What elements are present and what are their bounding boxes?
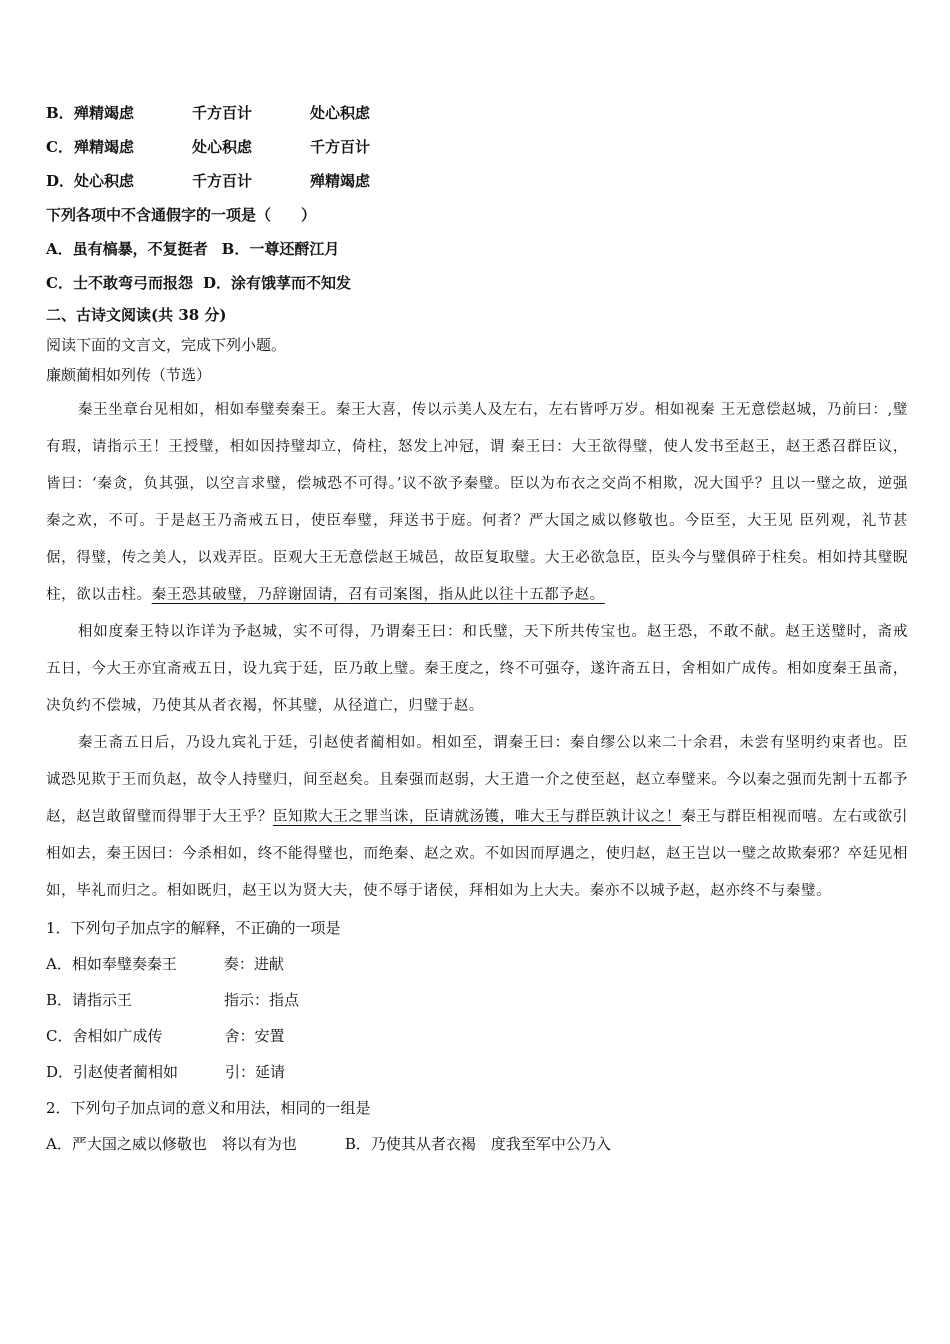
passage-paragraph-3 bbox=[46, 725, 908, 910]
option-gloss: 奏：进献 bbox=[223, 955, 284, 973]
option-label: A． bbox=[46, 955, 72, 973]
option-text: 涂有饿莩而不知发 bbox=[230, 274, 351, 292]
passage-paragraph-1 bbox=[46, 392, 908, 614]
passage bbox=[46, 392, 908, 910]
option-row bbox=[46, 266, 908, 300]
passage-text: 秦王坐章台见相如，相如奉璧奏秦王。秦王大喜，传以示美人及左右，左右皆呼万岁。相如视秦 王无意偿赵城，乃前曰：,璧有瑕，请指示王！王授璧，相如因持璧却立，倚柱，怒发上冲冠，谓 秦王曰：大王欲得璧，使人发书至赵王，赵王悉召群臣议，皆曰：‘秦贪，负其强，以空言求璧，偿城恐不可得。’议不欲予秦璧。臣以为布衣之交尚不相欺，况大国乎？且以一璧之故，逆强秦之欢，不可。于是赵王乃斋戒五日，使臣奉璧，拜送书于庭。何者？严大国之威以修敬也。今臣至，大王见 臣列观，礼节甚倨，得璧，传之美人，以戏弄臣。臣观大王无意偿赵王城邑，故臣复取璧。大王必欲急臣，臣头今与璧俱碎于柱矣。相如持其璧睨柱，欲以击柱。 bbox=[46, 402, 908, 603]
tongjia-question bbox=[46, 198, 908, 300]
option-sentence: 舍相如广成传 bbox=[72, 1027, 163, 1045]
passage-paragraph-2 bbox=[46, 614, 908, 725]
option-label: B． bbox=[221, 240, 250, 258]
option-term: 处心积虑 bbox=[310, 104, 371, 122]
option-label: C． bbox=[46, 1027, 73, 1045]
passage-text: 秦王斋五日后，乃设九宾礼于廷，引赵使者蔺相如。相如至，谓秦王曰：秦自缪公以来二十余君，未尝有坚明约束者也。臣诚恐见欺于王而负赵，故令人持璧归，间至赵矣。且秦强而赵弱，大王遣一介之使至赵，赵立奉璧来。今以秦之强而先割十五都予赵，赵岂敢留璧而得罪于大王乎？ bbox=[46, 735, 908, 825]
option-gloss: 引：延请 bbox=[225, 1063, 286, 1081]
question-stem: 下列各项中不含通假字的一项是（ ） bbox=[46, 206, 317, 224]
option-label: C． bbox=[46, 138, 73, 156]
option-term: 处心积虑 bbox=[192, 138, 253, 156]
question-2 bbox=[46, 1090, 908, 1162]
option-term: 殚精竭虑 bbox=[74, 104, 135, 122]
option-gloss: 舍：安置 bbox=[224, 1027, 285, 1045]
underlined-sentence: 秦王恐其破璧，乃辞谢固请，召有司案图，指从此以往十五都予赵。 bbox=[151, 587, 605, 603]
option-term: 千方百计 bbox=[192, 104, 253, 122]
option-sentence: 引赵使者蔺相如 bbox=[73, 1063, 179, 1081]
question-1 bbox=[46, 910, 908, 1090]
option-label: D． bbox=[46, 172, 75, 190]
option-label: D． bbox=[46, 1063, 74, 1081]
option-row bbox=[46, 164, 908, 198]
document-page bbox=[46, 96, 908, 1162]
option-text: 乃使其从者衣褐 度我至军中公乃入 bbox=[370, 1135, 611, 1153]
option-label: D． bbox=[202, 274, 231, 292]
option-row bbox=[46, 1054, 908, 1090]
underlined-sentence: 臣知欺大王之罪当诛，臣请就汤镬，唯大王与群臣孰计议之！ bbox=[272, 809, 682, 825]
option-label: B． bbox=[344, 1135, 371, 1153]
passage-text: 秦王与群臣相视而嘻。左右或欲引相如去，秦王因曰：今杀相如，终不能得璧也，而绝秦、赵之欢。不如因而厚遇之，使归赵，赵王岂以一璧之故欺秦邪？卒廷见相如，毕礼而归之。相如既归，赵王以为贤大夫，使不辱于诸侯，拜相如为上大夫。秦亦不以城予赵，赵亦终不与秦璧。 bbox=[46, 809, 909, 899]
option-text: 虽有槁暴，不复挺者 bbox=[72, 240, 208, 258]
option-term: 处心积虑 bbox=[74, 172, 135, 190]
option-label: A． bbox=[46, 240, 73, 258]
article-title: 廉颇蔺相如列传（节选） bbox=[46, 366, 212, 384]
option-row bbox=[46, 130, 908, 164]
section-instruction: 阅读下面的文言文，完成下列小题。 bbox=[46, 336, 287, 354]
option-text: 一尊还酹江月 bbox=[249, 240, 340, 258]
option-sentence: 相如奉璧奏秦王 bbox=[71, 955, 177, 973]
option-gloss: 指示：指点 bbox=[224, 991, 300, 1009]
question-stem: 1．下列句子加点字的解释，不正确的一项是 bbox=[46, 919, 341, 937]
option-row bbox=[46, 1018, 908, 1054]
question-stem: 2．下列句子加点词的意义和用法，相同的一组是 bbox=[46, 1099, 371, 1117]
option-label: C． bbox=[46, 274, 73, 292]
option-row bbox=[46, 1126, 908, 1162]
option-label: B． bbox=[46, 104, 74, 122]
option-term: 千方百计 bbox=[310, 138, 371, 156]
option-row bbox=[46, 982, 908, 1018]
option-row bbox=[46, 232, 908, 266]
option-term: 殚精竭虑 bbox=[310, 172, 371, 190]
option-row bbox=[46, 96, 908, 130]
option-text: 士不敢弯弓而报怨 bbox=[72, 274, 193, 292]
section-heading: 二、古诗文阅读(共 38 分) bbox=[46, 306, 227, 324]
option-label: B． bbox=[46, 991, 73, 1009]
option-term: 千方百计 bbox=[192, 172, 253, 190]
option-term: 殚精竭虑 bbox=[74, 138, 135, 156]
option-text: 严大国之威以修敬也 将以有为也 bbox=[71, 1135, 297, 1153]
option-label: A． bbox=[46, 1135, 72, 1153]
passage-text: 相如度秦王特以诈详为予赵城，实不可得，乃谓秦王曰：和氏璧，天下所共传宝也。赵王恐，不敢不献。赵王送璧时，斋戒五日，今大王亦宜斋戒五日，设九宾于廷，臣乃敢上璧。秦王度之，终不可强夺，遂许斋五日，舍相如广成传。相如度秦王虽斋，决负约不偿城，乃使其从者衣褐，怀其璧，从径道亡，归璧于赵。 bbox=[46, 624, 908, 714]
prev-question-options bbox=[46, 96, 908, 198]
option-sentence: 请指示王 bbox=[72, 991, 133, 1009]
option-row bbox=[46, 946, 908, 982]
